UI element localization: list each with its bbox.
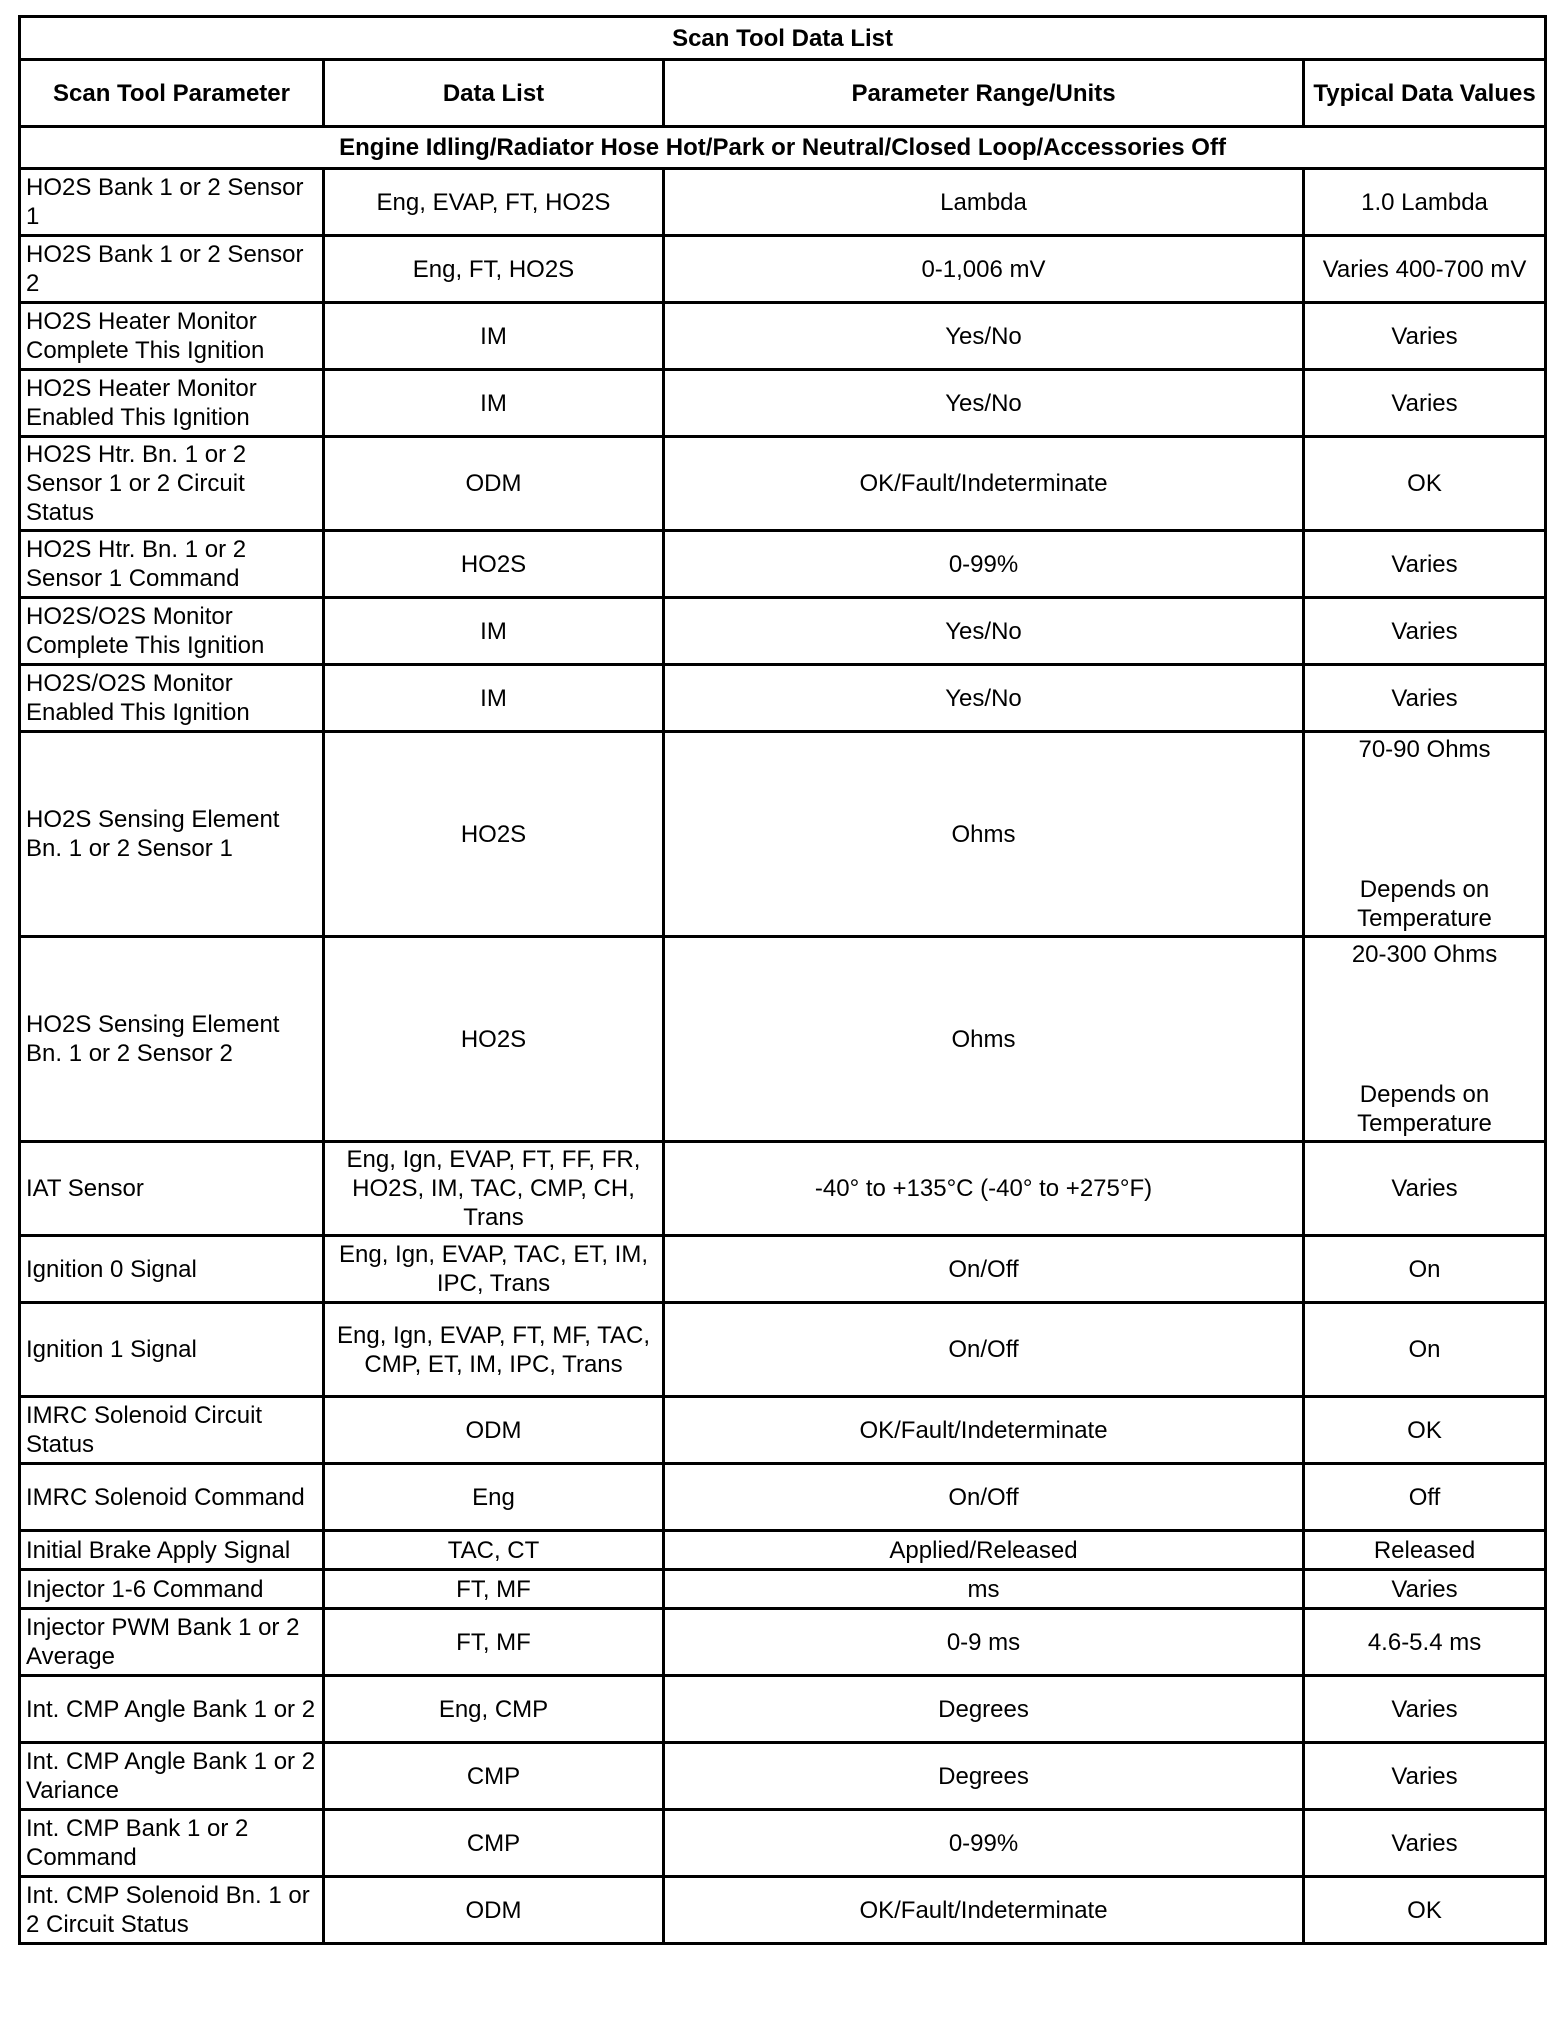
parameter-cell: HO2S Heater Monitor Enabled This Ignition: [20, 370, 324, 437]
table-row: [20, 370, 1546, 437]
parameter-cell: Initial Brake Apply Signal: [20, 1531, 324, 1570]
parameter-cell: Ignition 1 Signal: [20, 1303, 324, 1397]
parameter-cell: Ignition 0 Signal: [20, 1236, 324, 1303]
range-cell: On/Off: [664, 1236, 1304, 1303]
data-list-cell: Eng, Ign, EVAP, FT, FF, FR, HO2S, IM, TAC, CMP, CH, Trans: [324, 1142, 664, 1236]
data-list-cell: CMP: [324, 1810, 664, 1877]
typical-value: 70-90 Ohms: [1358, 736, 1491, 763]
table-row: [20, 1810, 1546, 1877]
table-row: [20, 303, 1546, 370]
parameter-cell: Int. CMP Solenoid Bn. 1 or 2 Circuit Status: [20, 1877, 324, 1944]
typical-value-cell: Varies 400-700 mV: [1304, 236, 1546, 303]
data-list-cell: FT, MF: [324, 1570, 664, 1609]
scan-tool-data-table: [18, 15, 1547, 1945]
data-list-cell: Eng, FT, HO2S: [324, 236, 664, 303]
table-row: [20, 1142, 1546, 1236]
table-row: [20, 1570, 1546, 1609]
table-row: [20, 1609, 1546, 1676]
parameter-cell: HO2S Htr. Bn. 1 or 2 Sensor 1 or 2 Circuit Status: [20, 437, 324, 531]
typical-value-cell: Varies: [1304, 370, 1546, 437]
data-list-cell: TAC, CT: [324, 1531, 664, 1570]
table-row: [20, 665, 1546, 732]
typical-value-cell: Varies: [1304, 598, 1546, 665]
range-cell: Degrees: [664, 1743, 1304, 1810]
parameter-cell: HO2S Bank 1 or 2 Sensor 1: [20, 169, 324, 236]
range-cell: Applied/Released: [664, 1531, 1304, 1570]
typical-value: 20-300 Ohms: [1351, 941, 1498, 968]
parameter-cell: IAT Sensor: [20, 1142, 324, 1236]
table-row: [20, 732, 1546, 937]
parameter-cell: IMRC Solenoid Command: [20, 1464, 324, 1531]
data-list-cell: HO2S: [324, 732, 664, 937]
range-cell: Yes/No: [664, 303, 1304, 370]
typical-value-cell: Varies: [1304, 1743, 1546, 1810]
typical-value-cell: OK: [1304, 1877, 1546, 1944]
range-cell: OK/Fault/Indeterminate: [664, 1877, 1304, 1944]
range-cell: ms: [664, 1570, 1304, 1609]
table-row: [20, 598, 1546, 665]
header-data-list: Data List: [324, 60, 664, 127]
typical-value-cell: Varies: [1304, 531, 1546, 598]
range-cell: OK/Fault/Indeterminate: [664, 1397, 1304, 1464]
data-list-cell: IM: [324, 370, 664, 437]
range-cell: 0-99%: [664, 1810, 1304, 1877]
typical-value-cell: 4.6-5.4 ms: [1304, 1609, 1546, 1676]
table-row: [20, 1303, 1546, 1397]
typical-value-cell: Varies: [1304, 1676, 1546, 1743]
range-cell: Yes/No: [664, 665, 1304, 732]
parameter-cell: Int. CMP Angle Bank 1 or 2: [20, 1676, 324, 1743]
data-list-cell: Eng, Ign, EVAP, FT, MF, TAC, CMP, ET, IM, IPC, Trans: [324, 1303, 664, 1397]
typical-value-cell: Released: [1304, 1531, 1546, 1570]
table-row: [20, 1464, 1546, 1531]
typical-value-cell: On: [1304, 1303, 1546, 1397]
range-cell: Degrees: [664, 1676, 1304, 1743]
range-cell: 0-1,006 mV: [664, 236, 1304, 303]
typical-value-cell: [1304, 937, 1546, 1142]
data-list-cell: Eng: [324, 1464, 664, 1531]
data-list-cell: HO2S: [324, 937, 664, 1142]
data-list-cell: IM: [324, 665, 664, 732]
data-list-cell: Eng, Ign, EVAP, TAC, ET, IM, IPC, Trans: [324, 1236, 664, 1303]
data-list-cell: CMP: [324, 1743, 664, 1810]
table-row: [20, 1743, 1546, 1810]
parameter-cell: Int. CMP Angle Bank 1 or 2 Variance: [20, 1743, 324, 1810]
typical-value-cell: On: [1304, 1236, 1546, 1303]
table-row: [20, 236, 1546, 303]
table-row: [20, 1877, 1546, 1944]
data-list-cell: HO2S: [324, 531, 664, 598]
range-cell: Ohms: [664, 732, 1304, 937]
range-cell: -40° to +135°C (-40° to +275°F): [664, 1142, 1304, 1236]
range-cell: Lambda: [664, 169, 1304, 236]
typical-value-cell: 1.0 Lambda: [1304, 169, 1546, 236]
operating-condition: Engine Idling/Radiator Hose Hot/Park or Neutral/Closed Loop/Accessories Off: [20, 127, 1546, 169]
parameter-cell: HO2S Bank 1 or 2 Sensor 2: [20, 236, 324, 303]
data-list-cell: Eng, CMP: [324, 1676, 664, 1743]
range-cell: OK/Fault/Indeterminate: [664, 437, 1304, 531]
parameter-cell: HO2S/O2S Monitor Enabled This Ignition: [20, 665, 324, 732]
typical-value-cell: Off: [1304, 1464, 1546, 1531]
data-list-cell: ODM: [324, 1877, 664, 1944]
parameter-cell: HO2S Sensing Element Bn. 1 or 2 Sensor 2: [20, 937, 324, 1142]
parameter-cell: HO2S Sensing Element Bn. 1 or 2 Sensor 1: [20, 732, 324, 937]
parameter-cell: Injector 1-6 Command: [20, 1570, 324, 1609]
table-row: [20, 169, 1546, 236]
table-row: [20, 531, 1546, 598]
data-list-cell: ODM: [324, 437, 664, 531]
typical-value-cell: Varies: [1304, 665, 1546, 732]
parameter-cell: Int. CMP Bank 1 or 2 Command: [20, 1810, 324, 1877]
parameter-cell: HO2S Heater Monitor Complete This Ignition: [20, 303, 324, 370]
range-cell: On/Off: [664, 1303, 1304, 1397]
data-list-cell: IM: [324, 303, 664, 370]
typical-value-cell: OK: [1304, 1397, 1546, 1464]
typical-value-cell: Varies: [1304, 1570, 1546, 1609]
typical-value-cell: Varies: [1304, 303, 1546, 370]
typical-value-cell: Varies: [1304, 1810, 1546, 1877]
parameter-cell: HO2S/O2S Monitor Complete This Ignition: [20, 598, 324, 665]
parameter-cell: Injector PWM Bank 1 or 2 Average: [20, 1609, 324, 1676]
range-cell: Yes/No: [664, 370, 1304, 437]
table-row: [20, 1676, 1546, 1743]
typical-value-note: Depends on Temperature: [1357, 876, 1492, 932]
data-list-cell: IM: [324, 598, 664, 665]
table-row: [20, 1397, 1546, 1464]
range-cell: Yes/No: [664, 598, 1304, 665]
range-cell: 0-9 ms: [664, 1609, 1304, 1676]
table-row: [20, 937, 1546, 1142]
table-row: [20, 437, 1546, 531]
typical-value-cell: OK: [1304, 437, 1546, 531]
table-title: Scan Tool Data List: [20, 17, 1546, 60]
table-row: [20, 1236, 1546, 1303]
data-list-cell: FT, MF: [324, 1609, 664, 1676]
typical-value-cell: Varies: [1304, 1142, 1546, 1236]
header-parameter: Scan Tool Parameter: [20, 60, 324, 127]
header-range-units: Parameter Range/Units: [664, 60, 1304, 127]
typical-value-cell: [1304, 732, 1546, 937]
parameter-cell: IMRC Solenoid Circuit Status: [20, 1397, 324, 1464]
parameter-cell: HO2S Htr. Bn. 1 or 2 Sensor 1 Command: [20, 531, 324, 598]
range-cell: 0-99%: [664, 531, 1304, 598]
table-row: [20, 1531, 1546, 1570]
data-list-cell: ODM: [324, 1397, 664, 1464]
range-cell: Ohms: [664, 937, 1304, 1142]
data-list-cell: Eng, EVAP, FT, HO2S: [324, 169, 664, 236]
typical-value-note: Depends on Temperature: [1357, 1081, 1492, 1137]
header-typical-values: Typical Data Values: [1304, 60, 1546, 127]
range-cell: On/Off: [664, 1464, 1304, 1531]
